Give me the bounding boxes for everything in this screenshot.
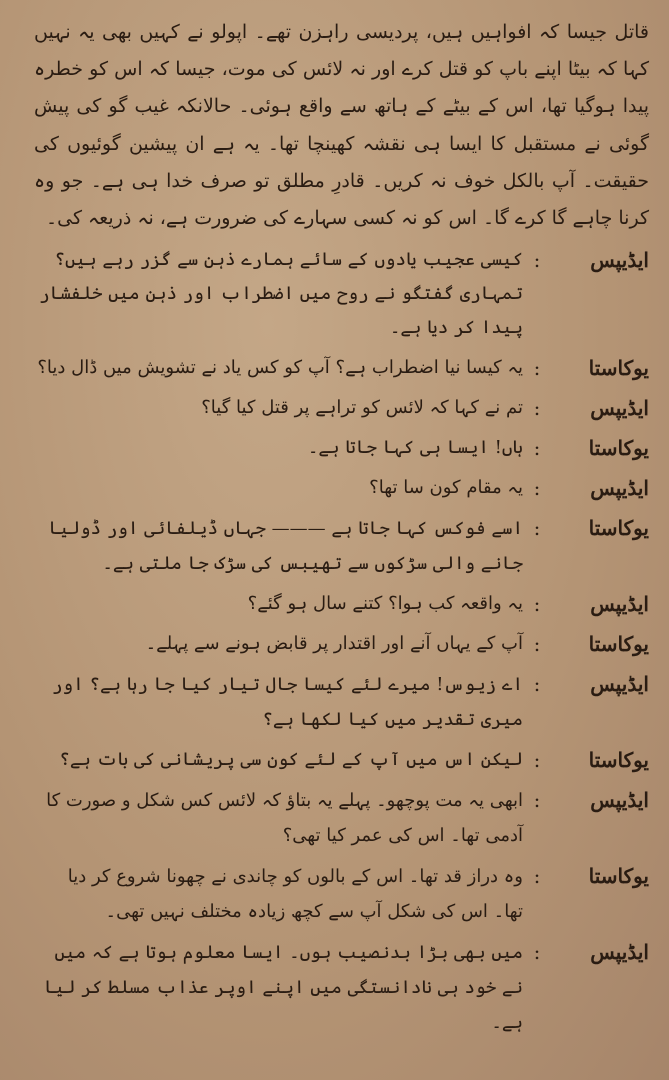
speaker-colon: :: [533, 672, 541, 697]
speaker-colon: :: [533, 632, 541, 657]
dialogue-line: [34, 743, 649, 777]
speech-text: ابھی یہ مت پوچھو۔ پہلے یہ بتاؤ کہ لائس کس شکل و صورت کا آدمی تھا۔ اس کی عمر کیا تھی؟: [46, 790, 523, 847]
dialogue-line: [34, 391, 649, 425]
speaker-colon: :: [533, 864, 541, 889]
speaker-colon: :: [533, 788, 541, 813]
speaker-name: ایڈیپس: [590, 672, 649, 697]
speech-text: اے زیوس! میرے لئے کیسا جال تیار کیا جا رہا ہے؟ اور میری تقدیر میں کیا لکھا ہے؟: [52, 674, 523, 731]
speaker-colon: :: [533, 592, 541, 617]
dialogue-line: [34, 431, 649, 465]
speaker-colon: :: [533, 248, 541, 273]
speaker-colon: :: [533, 396, 541, 421]
dialogue-line: [34, 587, 649, 621]
dialogue-line: [34, 935, 649, 1040]
speech-text: آپ کے یہاں آنے اور اقتدار پر قابض ہونے سے پہلے۔: [145, 633, 523, 655]
speaker-colon: :: [533, 940, 541, 965]
speaker-name: یوکاستا: [588, 748, 649, 773]
speaker-colon: :: [533, 476, 541, 501]
speaker-colon: :: [533, 356, 541, 381]
speech-text: میں بھی بڑا بدنصیب ہوں۔ ایسا معلوم ہوتا ہے کہ میں نے خود ہی نادانستگی میں اپنے اوپر عذاب مسلط کر لیا ہے۔: [43, 942, 523, 1034]
speaker-name: ایڈیپس: [590, 592, 649, 617]
speaker-name: یوکاستا: [588, 436, 649, 461]
speech-text: یہ واقعہ کب ہوا؟ کتنے سال ہو گئے؟: [247, 593, 523, 615]
speaker-colon: :: [533, 436, 541, 461]
speaker-name: ایڈیپس: [590, 940, 649, 965]
speech-text: کیسی عجیب یادوں کے سائے ہمارے ذہن سے گزر رہے ہیں؟ تمہاری گفتگو نے روح میں اضطراب اور ذہن میں خلفشار پیدا کر دیا ہے۔: [39, 249, 523, 339]
speaker-name: یوکاستا: [588, 356, 649, 381]
speaker-name: یوکاستا: [588, 632, 649, 657]
speaker-colon: :: [533, 516, 541, 541]
speaker-name: ایڈیپس: [590, 788, 649, 813]
dialogue-line: [34, 783, 649, 853]
dialogue-line: [34, 859, 649, 929]
dialogue-line: [34, 351, 649, 385]
dialogue-line: [34, 627, 649, 661]
speaker-name: یوکاستا: [588, 864, 649, 889]
dialogue-line: [34, 667, 649, 737]
dialogue-line: [34, 511, 649, 581]
dialogue-line: [34, 243, 649, 345]
speaker-colon: :: [533, 748, 541, 773]
speech-text: یہ کیسا نیا اضطراب ہے؟ آپ کو کس یاد نے تشویش میں ڈال دیا؟: [37, 357, 523, 379]
intro-text: قاتل جیسا کہ افواہیں ہیں، پردیسی راہزن تھے۔ اپولو نے کہیں بھی یہ نہیں کہا کہ بیٹا اپنے باپ کو قتل کرے اور نہ لائس کی موت، جیسا کہ اس کو خطرہ پیدا ہوگیا تھا، اس کے بیٹے کے ہاتھ سے واقع ہوئی۔ حالانکہ غیب گو کی پیش گوئی نے مستقبل کا ایسا ہی نقشہ کھینچا تھا۔ یہ ہے ان پیشین گوئیوں کی حقیقت۔ آپ بالکل خوف نہ کریں۔ قادرِ مطلق تو صرف خدا ہی ہے۔ جو وہ کرنا چاہے گا کرے گا۔ اس کو نہ کسی سہارے کی ضرورت ہے، نہ ذریعہ کی۔: [34, 21, 649, 230]
dialogue: [34, 243, 649, 1040]
speaker-name: ایڈیپس: [590, 248, 649, 273]
speaker-name: ایڈیپس: [590, 476, 649, 501]
speech-text: ہاں! ایسا ہی کہا جاتا ہے۔: [307, 437, 523, 459]
speech-text: وہ دراز قد تھا۔ اس کے بالوں کو چاندی نے چھونا شروع کر دیا تھا۔ اس کی شکل آپ سے کچھ زیادہ مختلف نہیں تھی۔: [67, 866, 523, 923]
speech-text: یہ مقام کون سا تھا؟: [369, 477, 523, 499]
dialogue-line: [34, 471, 649, 505]
speaker-name: ایڈیپس: [590, 396, 649, 421]
intro-paragraph: [34, 14, 649, 237]
speech-text: تم نے کہا کہ لائس کو تراہے پر قتل کیا گیا؟: [201, 397, 523, 419]
speaker-name: یوکاستا: [588, 516, 649, 541]
speech-text: اسے فوکس کہا جاتا ہے ——— جہاں ڈیلفائی اور ڈولیا جانے والی سڑکوں سے تھیبس کی سڑک جا ملتی ہے۔: [48, 518, 523, 575]
speech-text: لیکن اس میں آپ کے لئے کون سی پریشانی کی بات ہے؟: [59, 749, 523, 771]
